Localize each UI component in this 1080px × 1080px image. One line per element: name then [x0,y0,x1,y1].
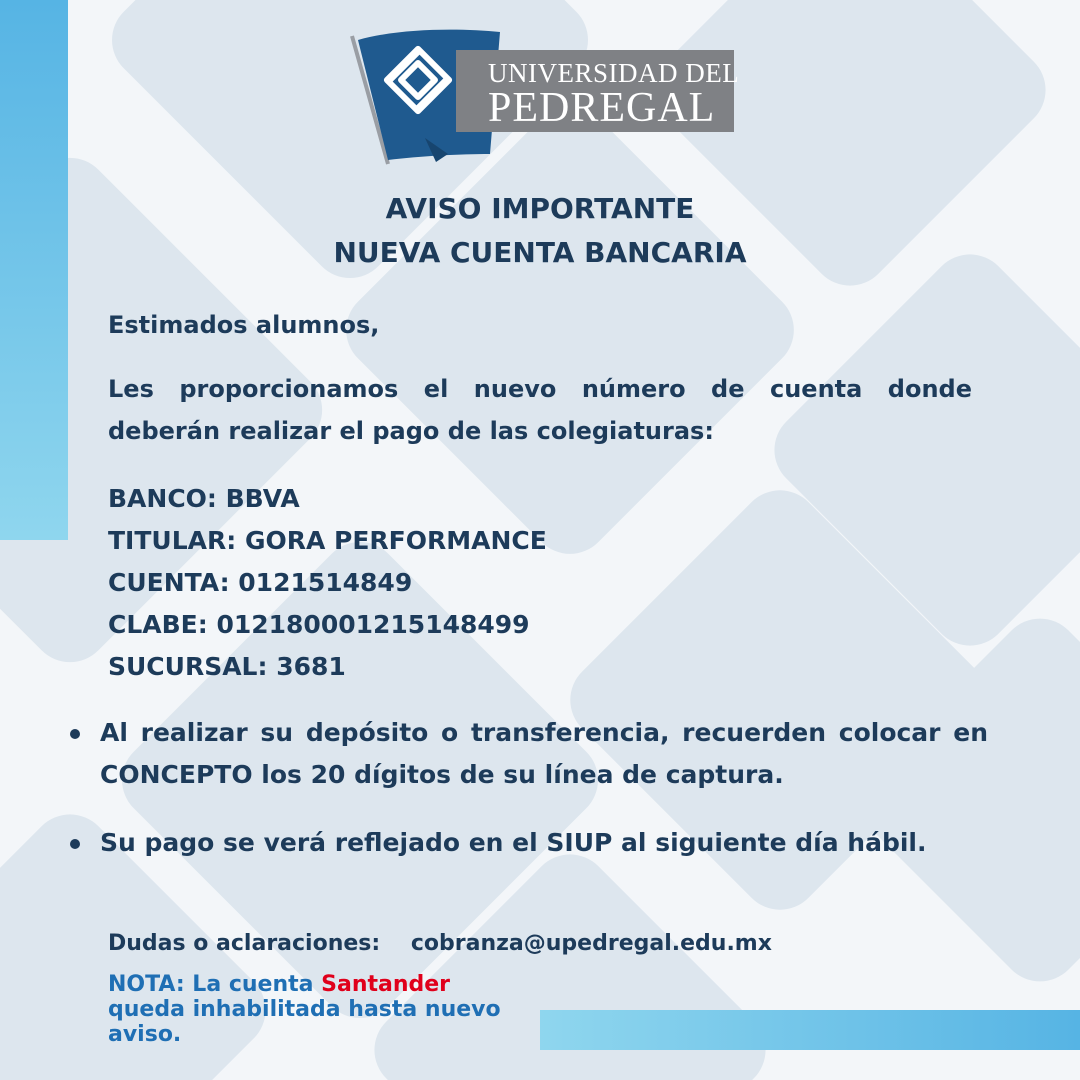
title-line-2: NUEVA CUENTA BANCARIA [333,236,747,269]
santander-note [108,972,528,1047]
logo-line-university: UNIVERSIDAD DEL [488,58,740,88]
bullet-dot-icon [70,729,80,739]
account-number: CUENTA: 0121514849 [108,568,413,597]
note-suffix: queda inhabilitada hasta nuevo aviso. [108,997,501,1047]
note-highlight: Santander [321,972,451,997]
branch-number: SUCURSAL: 3681 [108,652,346,681]
account-holder: TITULAR: GORA PERFORMANCE [108,526,547,555]
bullet-dot-icon [70,839,80,849]
note-prefix: NOTA: La cuenta [108,972,322,997]
contact-label: Dudas o aclaraciones: [108,931,381,956]
bank-name: BANCO: BBVA [108,484,300,513]
greeting-text: Estimados alumnos, [108,311,380,339]
intro-text: Les proporcionamos el nuevo número de cuenta donde deberán realizar el pago de las colegiaturas: [108,375,972,445]
bullet-concept: Al realizar su depósito o transferencia, recuerden colocar en CONCEPTO los 20 dígitos de su línea de captura. [100,718,988,789]
bank-details [108,478,547,688]
clabe-number: CLABE: 012180001215148499 [108,610,530,639]
title-line-1: AVISO IMPORTANTE [385,192,695,225]
bullet-reflection: Su pago se verá reflejado en el SIUP al siguiente día hábil. [100,828,927,857]
contact-line [108,924,772,964]
contact-email[interactable]: cobranza@upedregal.edu.mx [410,931,772,956]
logo-line-pedregal: PEDREGAL [488,85,716,131]
